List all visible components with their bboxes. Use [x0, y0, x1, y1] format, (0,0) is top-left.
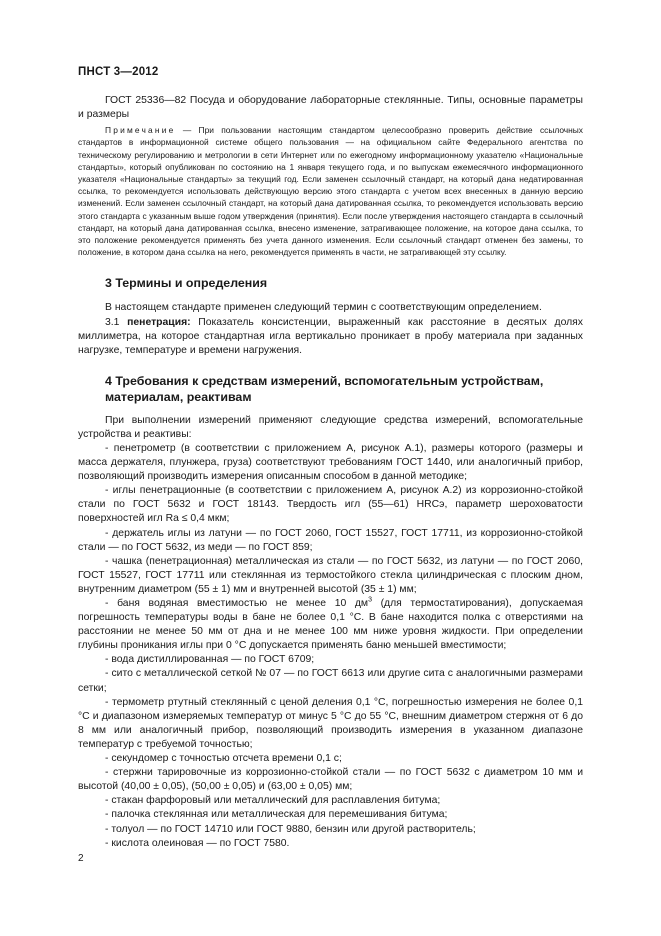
section-4-heading: 4 Требования к средствам измерений, вспомогательным устройствам, материалам, реактивам — [105, 373, 544, 404]
list-item: - толуол — по ГОСТ 14710 или ГОСТ 9880, бензин или другой растворитель; — [105, 823, 476, 835]
section-4-intro: При выполнении измерений применяют следующие средства измерений, вспомогательные устройства и реактивы: — [78, 414, 583, 440]
list-item: - стакан фарфоровый или металлический для расплавления битума; — [105, 795, 441, 807]
list-item: - термометр ртутный стеклянный с ценой деления 0,1 °С, погрешностью измерения не более 0,1 °С и диапазоном измеряемых температур от минус 5 °С до 55 °С, внешним диаметром стержня от 6 до 8 мм или аналогичный прибор, позволяющий производить измерения в указанном диапазоне температур с требуемой точностью; — [78, 696, 583, 750]
list-item: - вода дистиллированная — по ГОСТ 6709; — [105, 654, 315, 666]
list-item: - чашка (пенетрационная) металлическая из стали — по ГОСТ 5632, из латуни — по ГОСТ 2060, ГОСТ 15527, ГОСТ 17711 или стеклянная из термостойкого стекла цилиндрическая с плоским дном, внутренним диаметром (55 ± 1) мм и внутренней высотой (35 ± 1) мм; — [78, 555, 583, 595]
page-content — [78, 94, 583, 851]
term-number: 3.1 — [105, 316, 120, 328]
reference-entry: ГОСТ 25336—82 Посуда и оборудование лабораторные стеклянные. Типы, основные параметры и размеры — [78, 95, 583, 121]
list-item: - держатель иглы из латуни — по ГОСТ 2060, ГОСТ 15527, ГОСТ 17711, из коррозионно-стойкой стали — по ГОСТ 5632, из меди — по ГОСТ 859; — [78, 527, 583, 553]
bath-text-post: (для термостатирования), допускаемая погрешность температуры воды в бане не более 0,1 °С. В бане находится полка с отверстиями на расстоянии не менее 50 мм от дна и не менее 100 мм ниже уровня жидкости. При определении глубины проникания иглы при 0 °С допускается применять баню меньшей вместимости; — [78, 598, 583, 652]
list-item: - пенетрометр (в соответствии с приложением А, рисунок А.1), размеры которого (размеры и масса держателя, плунжера, груза) соответствуют требованиям ГОСТ 1440, или аналогичный прибор, позволяющий производить измерения описанным способом в данной методике; — [78, 442, 583, 483]
running-header: ПНСТ 3—2012 — [78, 66, 159, 78]
section-3-intro: В настоящем стандарте применен следующий термин с соответствующим определением. — [105, 302, 542, 314]
list-item: - секундомер с точностью отсчета времени 0,1 с; — [105, 753, 342, 765]
list-item: - сито с металлической сеткой № 07 — по ГОСТ 6613 или другие сита с аналогичными размерами сетки; — [78, 668, 583, 694]
bath-unit-superscript: 3 — [368, 596, 372, 604]
list-item: - палочка стеклянная или металлическая для перемешивания битума; — [105, 809, 448, 821]
section-3-heading: 3 Термины и определения — [105, 276, 268, 291]
note-lead: Примечание — [105, 125, 176, 136]
list-item: - стержни тарировочные из коррозионно-стойкой стали — по ГОСТ 5632 с диаметром 10 мм и высотой (40,00 ± 0,05), (50,00 ± 0,05) и (63,00 ± 0,05) мм; — [78, 767, 583, 793]
term-definition — [78, 316, 583, 358]
list-item: - кислота олеиновая — по ГОСТ 7580. — [105, 837, 290, 849]
list-item: - иглы пенетрационные (в соответствии с приложением А, рисунок А.2) из коррозионно-стойкой стали по ГОСТ 5632 и ГОСТ 18143. Твердость игл (55—61) HRCэ, параметр шероховатости поверхностей игл Ra ≤ 0,4 мкм; — [78, 485, 583, 525]
term-name: пенетрация: — [127, 316, 191, 328]
list-item — [78, 597, 583, 653]
note-text: — При пользовании настоящим стандартом целесообразно проверить действие ссылочных стандартов в информационной системе общего пользования — на официальном сайте Федерального агентства по техническому регулированию и метрологии в сети Интернет или по ежегодному информационному указателю «Национальные стандарты», который опубликован по состоянию на 1 января текущего года, и по выпускам ежемесячного информационного указателя «Национальные стандарты» за текущий год. Если заменен ссылочный стандарт, на который дана недатированная ссылка, то рекомендуется использовать действующую версию этого стандарта с учетом всех внесенных в данную версию изменений. Если заменен ссылочный стандарт, на который дана датированная ссылка, то рекомендуется использовать версию этого стандарта с указанным выше годом утверждения (принятия). Если после утверждения настоящего стандарта в ссылочный стандарт, на который дана датированная ссылка, внесено изменение, затрагивающее положение, на которое дана ссылка, то это положение рекомендуется применять без учета данного изменения. Если ссылочный стандарт отменен без замены, то положение, в котором дана ссылка на него, рекомендуется применять в части, не затрагивающей эту ссылку. — [78, 125, 583, 258]
term-definition-text: Показатель консистенции, выраженный как расстояние в десятых долях миллиметра, на которое стандартная игла вертикально проникает в пробу материала при заданных нагрузке, температуре и времени нагружения. — [78, 316, 584, 356]
page-number: 2 — [78, 853, 84, 864]
note-paragraph — [78, 124, 583, 258]
bath-text-pre: - баня водяная вместимостью не менее 10 дм — [105, 598, 369, 610]
